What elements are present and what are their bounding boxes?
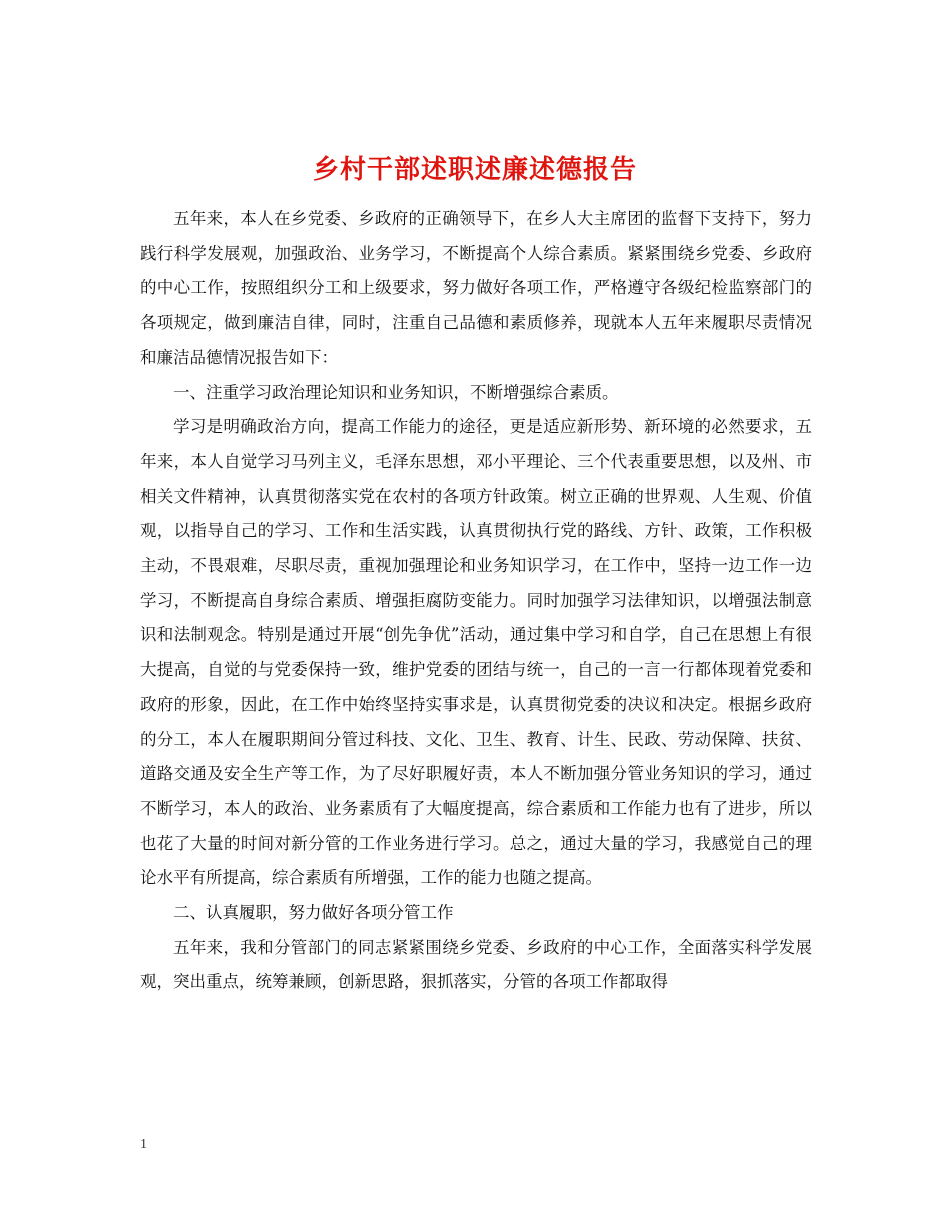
section-heading-2: 二、认真履职，努力做好各项分管工作: [173, 903, 454, 923]
page-number: 1: [140, 1137, 147, 1152]
document-title: 乡村干部述职述廉述德报告: [312, 155, 637, 186]
paragraph-study: 学习是明确政治方向，提高工作能力的途径，更是适应新形势、新环境的必然要求，五年来，本人自觉学习马列主义，毛泽东思想，邓小平理论、三个代表重要思想，以及州、市相关文件精神，认真贯彻落实党在农村的各项方针政策。树立正确的世界观、人生观、价值观，以指导自己的学习、工作和生活实践，认真贯彻执行党的路线、方针、政策，工作积极主动，不畏艰难，尽职尽责，重视加强理论和业务知识学习，在工作中，坚持一边工作一边学习，不断提高自身综合素质、增强拒腐防变能力。同时加强学习法律知识，以增强法制意识和法制观念。特别是通过开展“创先争优”活动，通过集中学习和自学，自己在思想上有很大提高，自觉的与党委保持一致，维护党委的团结与统一，自己的一言一行都体现着党委和政府的形象，因此，在工作中始终坚持实事求是，认真贯彻党委的决议和决定。根据乡政府的分工，本人在履职期间分管过科技、文化、卫生、教育、计生、民政、劳动保障、扶贫、道路交通及安全生产等工作，为了尽好职履好责，本人不断加强分管业务知识的学习，通过不断学习，本人的政治、业务素质有了大幅度提高，综合素质和工作能力也有了进步，所以也花了大量的时间对新分管的工作业务进行学习。总之，通过大量的学习，我感觉自己的理论水平有所提高，综合素质有所增强，工作的能力也随之提高。: [140, 417, 812, 888]
paragraph-duties: 五年来，我和分管部门的同志紧紧围绕乡党委、乡政府的中心工作，全面落实科学发展观，突出重点，统筹兼顾，创新思路，狠抓落实，分管的各项工作都取得: [140, 937, 812, 992]
document-body: [140, 202, 812, 1000]
paragraph-intro: 五年来，本人在乡党委、乡政府的正确领导下，在乡人大主席团的监督下支持下，努力践行科学发展观，加强政治、业务学习，不断提高个人综合素质。紧紧围绕乡党委、乡政府的中心工作，按照组织分工和上级要求，努力做好各项工作，严格遵守各级纪检监察部门的各项规定，做到廉洁自律，同时，注重自己品德和素质修养，现就本人五年来履职尽责情况和廉洁品德情况报告如下：: [140, 209, 812, 367]
section-heading-1: 一、注重学习政治理论知识和业务知识，不断增强综合素质。: [173, 382, 619, 402]
